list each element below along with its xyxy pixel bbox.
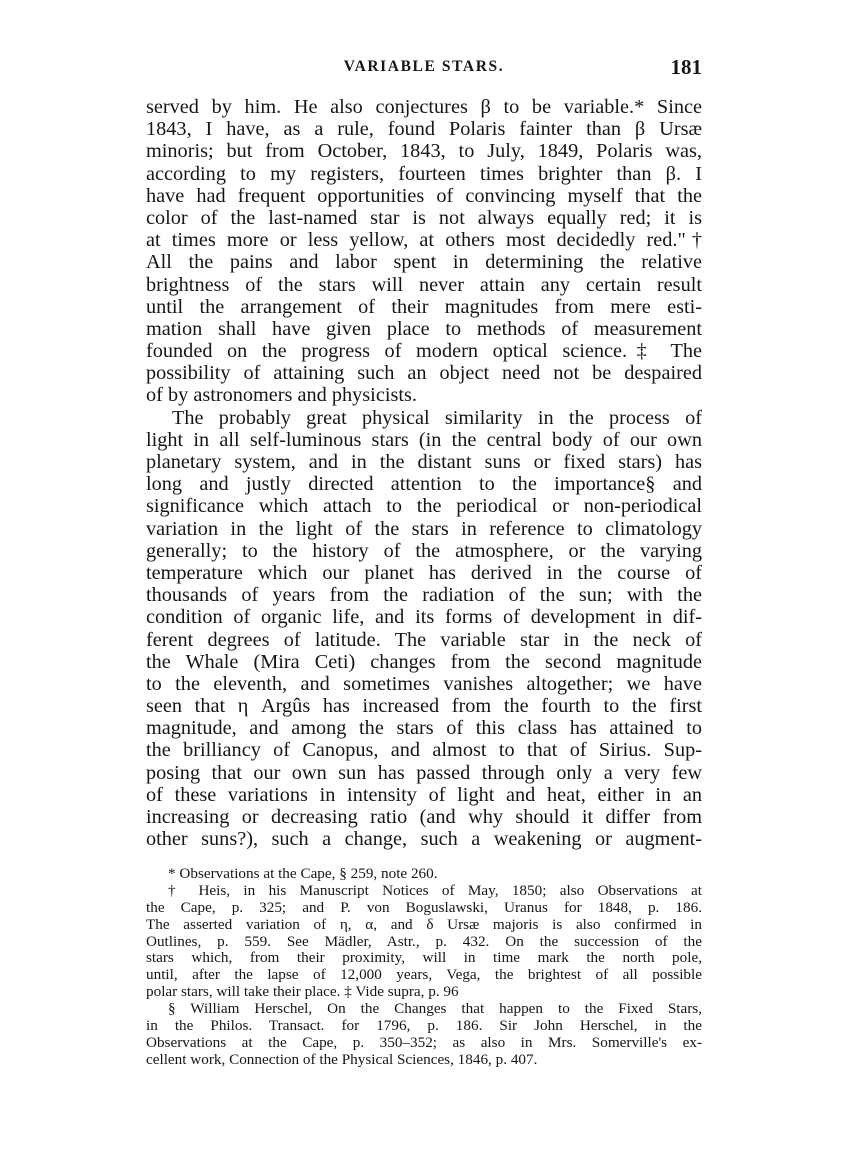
text-line: generally; to the history of the atmosphere, or the varying <box>146 539 702 562</box>
footnote-line: * Observations at the Cape, § 259, note 260. <box>168 865 438 882</box>
footnote-line: § William Herschel, On the Changes that happen to the Fixed Stars, <box>168 1000 702 1018</box>
text-line: mation shall have given place to methods of measurement <box>146 317 702 340</box>
footnote-line: † Heis, in his Manuscript Notices of May, 1850; also Observations at <box>168 881 702 899</box>
footnote-line: stars which, from their proximity, will in time mark the north pole, <box>146 949 702 967</box>
text-line: minoris; but from October, 1843, to July, 1849, Polaris was, <box>146 140 702 163</box>
text-line: 1843, I have, as a rule, found Polaris fainter than β Ursæ <box>146 118 702 141</box>
text-line: of these variations in intensity of light and heat, either in an <box>146 783 702 806</box>
footnotes <box>146 866 702 1069</box>
page-number: 181 <box>670 55 702 79</box>
text-line: the Whale (Mira Ceti) changes from the second magnitude <box>146 650 702 673</box>
text-line: the brilliancy of Canopus, and almost to that of Sirius. Sup- <box>146 739 702 762</box>
text-line: to the eleventh, and sometimes vanishes altogether; we have <box>146 672 702 695</box>
footnote-line: The asserted variation of η, α, and δ Ursæ majoris is also confirmed in <box>146 915 702 933</box>
footnote-line: polar stars, will take their place. ‡ Vide supra, p. 96 <box>146 983 459 1001</box>
text-line: possibility of attaining such an object need not be despaired <box>146 362 702 385</box>
footnote-line: Outlines, p. 559. See Mädler, Astr., p. 432. On the succession of the <box>146 932 702 950</box>
page-header <box>146 55 702 84</box>
text-line: have had frequent opportunities of convincing myself that the <box>146 184 702 207</box>
footnote-line: Observations at the Cape, p. 350–352; as also in Mrs. Somerville's ex- <box>146 1033 702 1051</box>
text-line: All the pains and labor spent in determining the relative <box>146 251 702 274</box>
text-line: seen that η Argûs has increased from the fourth to the first <box>146 695 702 718</box>
footnote-line: in the Philos. Transact. for 1796, p. 186. Sir John Herschel, in the <box>146 1017 702 1035</box>
text-line: posing that our own sun has passed through only a very few <box>146 761 702 784</box>
text-line: thousands of years from the radiation of the sun; with the <box>146 584 702 607</box>
footnote-line: until, after the lapse of 12,000 years, Vega, the brightest of all possible <box>146 966 702 984</box>
text-line: temperature which our planet has derived in the course of <box>146 561 702 584</box>
text-line: significance which attach to the periodical or non-periodical <box>146 495 702 518</box>
text-line: until the arrangement of their magnitudes from mere esti- <box>146 295 702 318</box>
text-line: magnitude, and among the stars of this class has attained to <box>146 717 702 740</box>
text-line: light in all self-luminous stars (in the central body of our own <box>146 428 702 451</box>
footnote-line: cellent work, Connection of the Physical Sciences, 1846, p. 407. <box>146 1050 538 1068</box>
text-line: founded on the progress of modern optical science.‡ The <box>146 340 702 363</box>
body-text <box>146 96 702 850</box>
text-line: brightness of the stars will never attain any certain result <box>146 273 702 296</box>
running-head: VARIABLE STARS. <box>343 58 505 75</box>
footnote-line: the Cape, p. 325; and P. von Boguslawski, Uranus for 1848, p. 186. <box>146 898 702 916</box>
text-line: served by him. He also conjectures β to be variable.* Since <box>146 96 702 118</box>
text-line: ferent degrees of latitude. The variable star in the neck of <box>146 628 702 651</box>
text-line: increasing or decreasing ratio (and why should it differ from <box>146 806 702 828</box>
text-line: long and justly directed attention to the importance§ and <box>146 473 702 496</box>
text-line: color of the last-named star is not always equally red; it is <box>146 206 702 229</box>
text-line: at times more or less yellow, at others most decidedly red."† <box>146 229 702 252</box>
text-line: according to my registers, fourteen times brighter than β. I <box>146 162 702 185</box>
text-line: variation in the light of the stars in reference to climatology <box>146 517 702 540</box>
text-line: of by astronomers and physicists. <box>146 384 417 407</box>
text-line: condition of organic life, and its forms of development in dif- <box>146 606 702 629</box>
text-line: other suns?), such a change, such a weakening or augment- <box>146 828 702 851</box>
text-line: The probably great physical similarity in the process of <box>172 406 702 429</box>
text-line: planetary system, and in the distant suns or fixed stars) has <box>146 451 702 473</box>
